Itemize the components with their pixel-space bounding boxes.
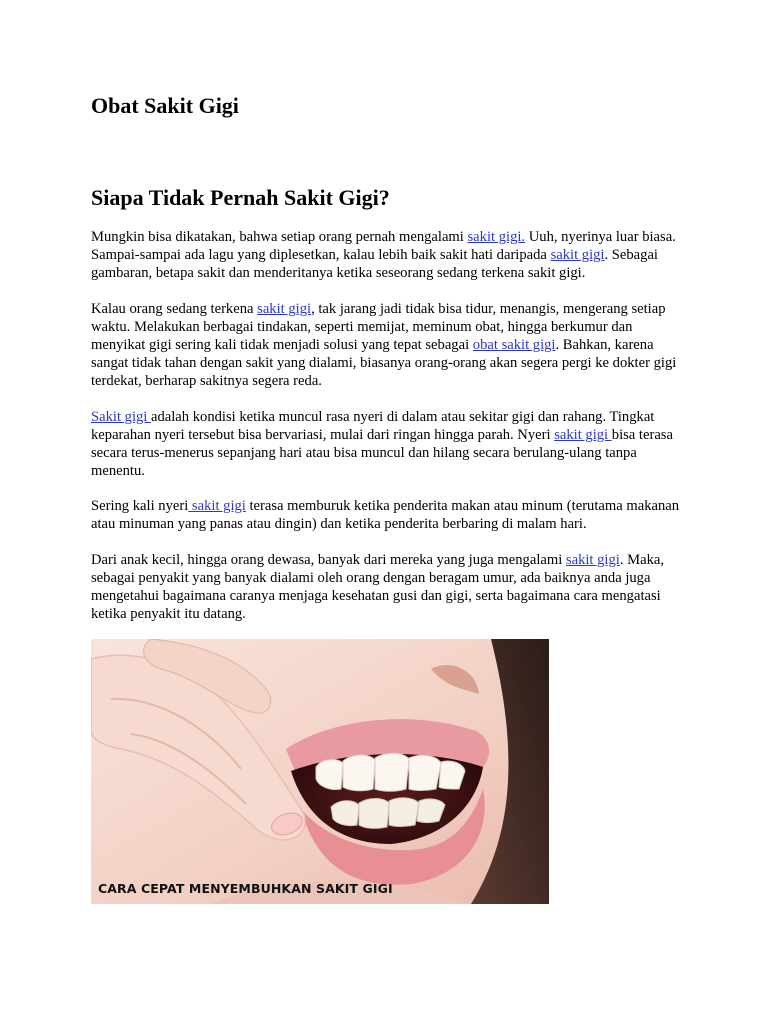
paragraph-text: bisa terasa secara terus-menerus sepanjang hari atau bisa muncul dan hilang secara berulang-ulang tanpa menentu. (91, 427, 673, 479)
paragraph-text: Mungkin bisa dikatakan, bahwa setiap orang pernah mengalami (91, 229, 468, 245)
paragraph (91, 497, 681, 533)
toothache-photo (91, 639, 549, 904)
paragraph (91, 300, 681, 390)
paragraph-text: terasa memburuk ketika penderita makan atau minum (terutama makanan atau minuman yang panas atau dingin) dan ketika penderita berbaring di malam hari. (91, 498, 680, 532)
keyword-link[interactable]: sakit gigi (257, 301, 312, 317)
keyword-link[interactable]: sakit gigi. (467, 229, 526, 245)
paragraph-text: , tak jarang jadi tidak bisa tidur, menangis, mengerang setiap waktu. Melakukan berbagai tindakan, seperti memijat, meminum obat, hingga berkumur dan menyikat gigi sering kali tidak menjadi solusi yang tepat sebagai (91, 301, 666, 353)
paragraph (91, 228, 681, 282)
paragraph-text: Sering kali nyeri (91, 498, 189, 514)
image-caption: CARA CEPAT MENYEMBUHKAN SAKIT GIGI (98, 881, 393, 896)
toothache-illustration (91, 639, 549, 904)
keyword-link[interactable]: Sakit gigi (91, 409, 151, 425)
paragraph-text: Kalau orang sedang terkena (91, 301, 258, 317)
paragraph (91, 551, 681, 623)
paragraph-text: adalah kondisi ketika muncul rasa nyeri di dalam atau sekitar gigi dan rahang. Tingkat keparahan nyeri tersebut bisa bervariasi, mulai dari ringan hingga parah. Nyeri (91, 409, 655, 443)
section-heading: Siapa Tidak Pernah Sakit Gigi? (91, 185, 390, 210)
paragraph-text: . Bahkan, karena sangat tidak tahan dengan sakit yang dialami, biasanya orang-orang akan segera pergi ke dokter gigi terdekat, berharap sakitnya segera reda. (91, 337, 677, 389)
paragraph-text: . Sebagai gambaran, betapa sakit dan menderitanya ketika seseorang sedang terkena sakit gigi. (91, 247, 658, 281)
keyword-link[interactable]: sakit gigi (565, 552, 620, 568)
paragraph (91, 408, 681, 480)
paragraph-text: . Maka, sebagai penyakit yang banyak dialami oleh orang dengan beragam umur, ada baiknya anda juga mengetahui bagaimana caranya menjaga kesehatan gusi dan gigi, serta bagaimana cara mengatasi ketika penyakit itu datang. (91, 552, 665, 622)
keyword-link[interactable]: sakit gigi (554, 427, 612, 443)
paragraph-text: Uuh, nyerinya luar biasa. Sampai-sampai ada lagu yang diplesetkan, kalau lebih baik sakit hati daripada (91, 229, 676, 263)
keyword-link[interactable]: obat sakit gigi (472, 337, 556, 353)
keyword-link[interactable]: sakit gigi (188, 498, 246, 514)
document-title: Obat Sakit Gigi (91, 93, 239, 118)
keyword-link[interactable]: sakit gigi (550, 247, 605, 263)
paragraph-text: Dari anak kecil, hingga orang dewasa, banyak dari mereka yang juga mengalami (91, 552, 566, 568)
